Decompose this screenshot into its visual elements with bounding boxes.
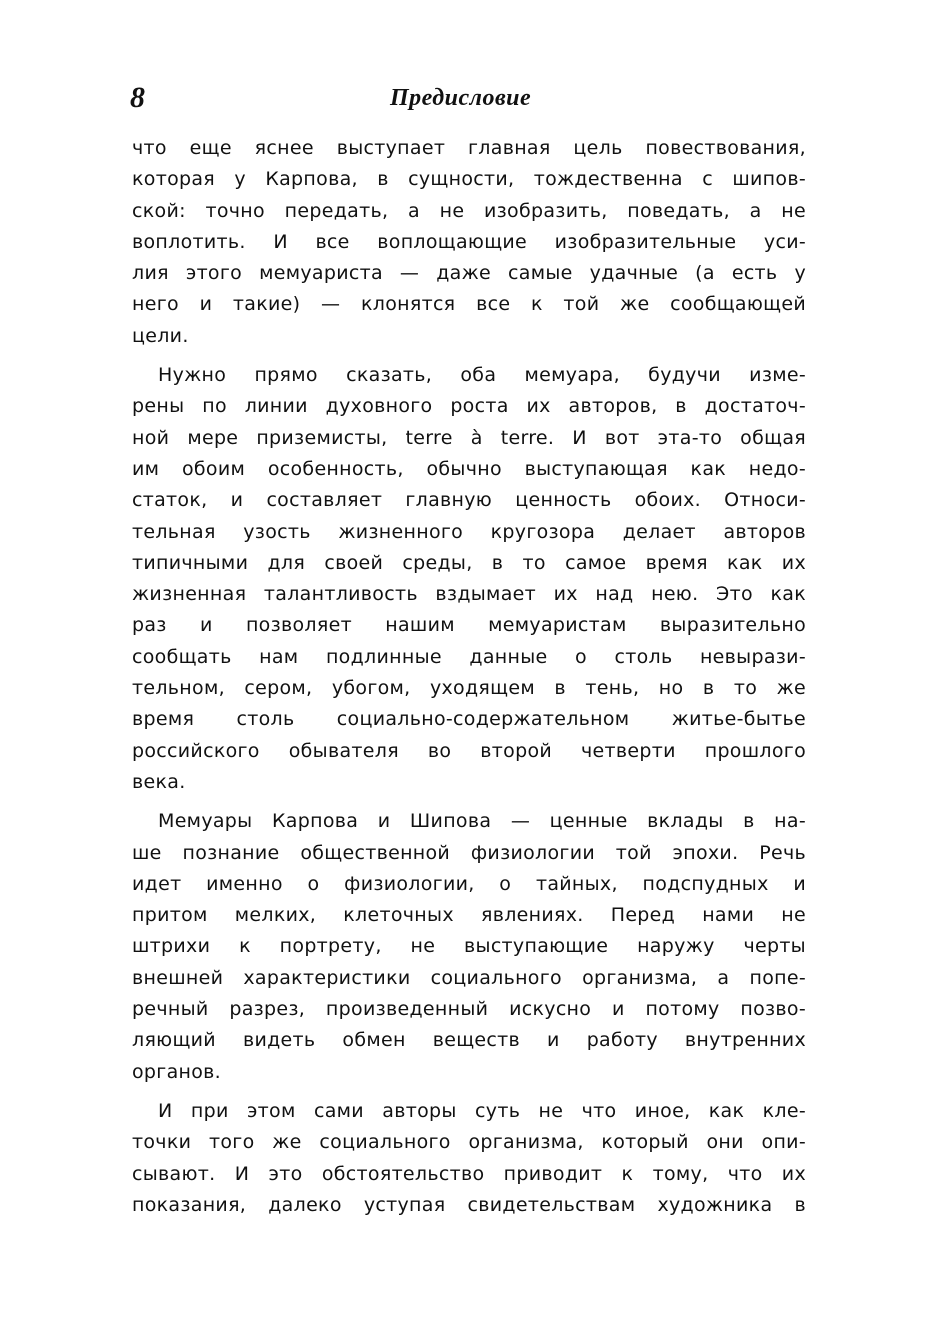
running-title: Предисловие [390,85,532,111]
text-line: типичными для своей среды, в то самое время как их [132,551,806,574]
text-line: показания, далеко уступая свидетельствам художника в [132,1193,806,1216]
text-line: идет именно о физиологии, о тайных, подспудных и [132,872,806,895]
text-line: им обоим особенность, обычно выступающая как недо- [132,457,806,480]
text-line: точки того же социального организма, который они опи- [132,1131,806,1154]
text-line: тельная узость жизненного кругозора делает авторов [132,520,806,543]
text-line: притом мелких, клеточных явлениях. Перед нами не [132,904,806,927]
text-line: Нужно прямо сказать, оба мемуара, будучи изме- [158,364,806,387]
body-text [132,133,806,1229]
text-line: него и такие) — клонятся все к той же сообщающей [132,293,806,316]
text-line: которая у Карпова, в сущности, тождественна с шипов- [132,168,806,191]
text-line: воплотить. И все воплощающие изобразительные уси- [132,230,806,253]
text-line: ской: точно передать, а не изобразить, поведать, а не [132,199,806,222]
text-line: статок, и составляет главную ценность обоих. Относи- [132,489,806,512]
text-line: что еще яснее выступает главная цель повествования, [132,137,806,159]
page-header [130,78,806,118]
paragraph [132,133,806,352]
text-line: ше познание общественной физиологии той эпохи. Речь [132,841,806,864]
text-line: ляющий видеть обмен веществ и работу внутренних [132,1029,806,1052]
text-line: рены по линии духовного роста их авторов, в достаточ- [132,395,806,418]
text-line: Мемуары Карпова и Шипова — ценные вклады в на- [158,810,806,833]
text-line: лия этого мемуариста — даже самые удачные (а есть у [132,262,806,285]
text-line: сывают. И это обстоятельство приводит к тому, что их [132,1162,806,1185]
text-line: И при этом сами авторы суть не что иное, как кле- [158,1099,806,1122]
text-line: ной мере приземисты, terre à terre. И вот эта-то общая [132,426,806,449]
page-number: 8 [130,81,145,114]
paragraph [132,806,806,1088]
text-line: органов. [132,1060,221,1083]
text-line: штрихи к портрету, не выступающие наружу черты [132,935,806,958]
text-line: сообщать нам подлинные данные о столь невырази- [132,645,806,668]
text-line: российского обывателя во второй четверти прошлого [132,739,806,762]
text-line: речный разрез, произведенный искусно и потому позво- [132,998,806,1021]
paragraph [132,1096,806,1221]
text-line: века. [132,770,186,793]
text-line: цели. [132,324,189,347]
text-line: тельном, сером, убогом, уходящем в тень, но в то же [132,677,806,700]
text-line: внешней характеристики социального организма, а попе- [132,966,806,989]
paragraph [132,360,806,798]
text-line: жизненная талантливость вздымает их над нею. Это как [132,583,806,606]
text-line: время столь социально-содержательном житье-бытье [132,708,806,731]
text-line: раз и позволяет нашим мемуаристам выразительно [132,614,806,637]
